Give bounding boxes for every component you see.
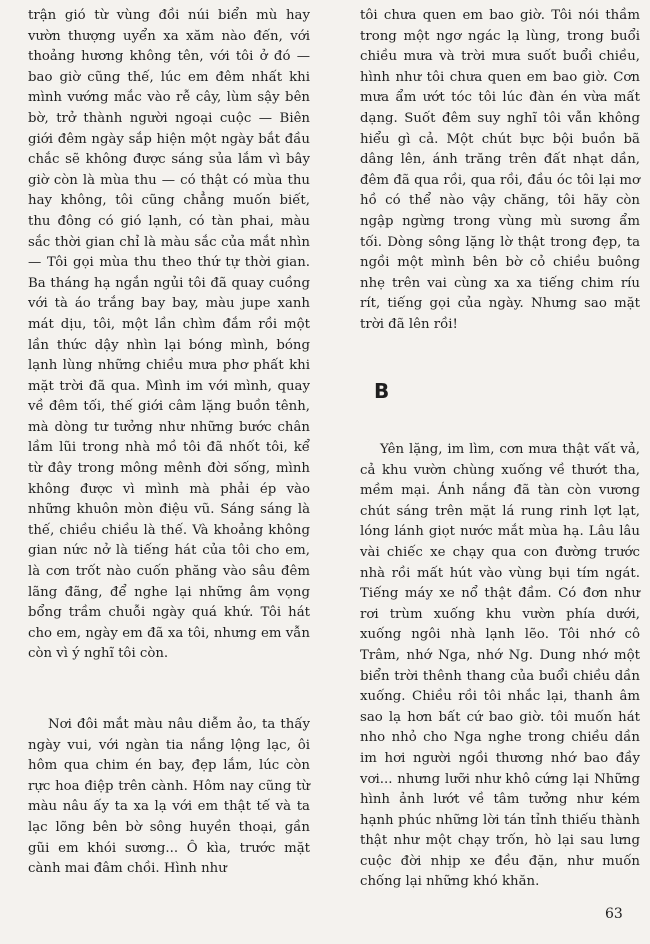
left-paragraph-2: Nơi đôi mắt màu nâu diễm ảo, ta thấy ngày vui, với ngàn tia nắng lộng lạc, ôi hôm qua chim én bay, đẹp lắm, lúc còn rực hoa điệp trên cành. Hôm nay cũng từ màu nâu ấy ta xa lạ với em thật tế và ta lạc lõng bên bờ sông huyền thoại, gần gũi em khói sương... Ô kìa, trước mặt cành mai đâm chồi. Hình như	[28, 717, 310, 877]
right-paragraph-1: tôi chưa quen em bao giờ. Tôi nói thầm trong một ngơ ngác lạ lùng, trong buổi chiều mưa và trời mưa suốt buổi chiều, hình như tôi chưa quen em bao giờ. Cơn mưa ẩm ướt tóc tôi lúc đàn én vừa mất dạng. Suốt đêm suy nghĩ tôi vẫn không hiểu gì cả. Một chút bực bội buồn bã dâng lên, ánh trăng trên đất nhạt dần, đêm đã qua rồi, qua rồi, đầu óc tôi lại mơ hồ có thể nào vậy chăng, tôi hãy còn ngập ngừng trong vùng mù sương ẩm tối. Dòng sông lặng lờ thật trong đẹp, ta ngồi một mình bên bờ cỏ chiều buông nhẹ trên vai cùng xa xa tiếng chim ríu rít, tiếng gọi của ngày. Nhưng sao mặt trời đã lên rồi!	[360, 8, 640, 332]
section-heading: B	[374, 379, 390, 403]
left-column-text-2	[28, 715, 310, 880]
right-paragraph-2: Yên lặng, im lìm, cơn mưa thật vất vả, cả khu vườn chùng xuống về thướt tha, mềm mại. Ánh nắng đã tàn còn vương chút sáng trên mặt lá rung rinh lợt lạt, lóng lánh giọt nước mắt mùa hạ. Lâu lâu vài chiếc xe chạy qua con đường trước nhà rồi mất hút vào vùng bụi tím ngát. Tiếng máy xe nổ thật đầm. Có đơn như rơi trùm xuống khu vườn phía dưới, xuống ngôi nhà lạnh lẽo. Tôi nhớ cô Trâm, nhớ Nga, nhớ Ng. Dung nhớ một biển trời thênh thang của buổi chiều dần xuống. Chiều rồi tôi nhắc lại, thanh âm sao lạ hơn bất cứ bao giờ. tôi muốn hát nho nhỏ cho Nga nghe trong chiều dần im hơi người ngồi thương nhớ bao đầy vơi... nhưng lưỡi như khô cứng lại Những hình ảnh lướt về tâm tưởng như kém hạnh phúc những lời tán tỉnh thiếu thành thật như một chạy trốn, hò lại sau lưng cuộc đời nhịp xe đều đặn, như muốn chống lại những khó khăn.	[360, 442, 640, 890]
left-paragraph-1: trận gió từ vùng đồi núi biển mù hay vườn thượng uyển xa xăm nào đến, với thoảng hương không tên, với tôi ở đó — bao giờ cũng thế, lúc em đêm nhất khi mình vướng mắc vào rễ cây, lùm sậy bên bờ, trở thành người ngoại cuộc — Biên giới đêm ngày sắp hiện một ngày bắt đầu chắc sẽ không được sáng sủa lắm vì bây giờ còn là mùa thu — có thật có mùa thu hay không, tôi cũng chẳng muốn biết, thu đông có gió lạnh, có tàn phai, màu sắc thời gian chỉ là màu sắc của mắt nhìn — Tôi gọi mùa thu theo thứ tự thời gian. Ba tháng hạ ngắn ngủi tôi đã quay cuồng với tà áo trắng bay bay, màu jupe xanh mát dịu, tôi, một lần chìm đắm rồi một lần thức dậy nhìn lại bóng mình, bóng lạnh lùng những chiều mưa phơ phất khi mặt trời đã qua. Mình im với mình, quay về đêm tối, thế giới câm lặng buồn tênh, mà dòng tư tưởng như những bước chân lầm lũi trong nhà mồ tôi đã nhốt tôi, kể từ đây trong mông mênh đời sống, mình không được vì mình mà phải ép vào những khuôn mòn điệu vũ. Sáng sáng là thế, chiều chiều là thế. Và khoảng không gian nức nở là tiếng hát của tôi cho em, là cơn trốt nào cuốn phăng vào sâu đêm lãng đãng, để nghe lại những âm vọng bổng trầm chuỗi ngày quá khứ. Tôi hát cho em, ngày em đã xa tôi, nhưng em vẫn còn vì ý nghĩ tôi còn.	[28, 8, 310, 662]
left-column-text	[28, 6, 310, 665]
page-number: 63	[605, 906, 623, 922]
right-column-text-2	[360, 440, 640, 893]
right-column-text	[360, 6, 640, 336]
